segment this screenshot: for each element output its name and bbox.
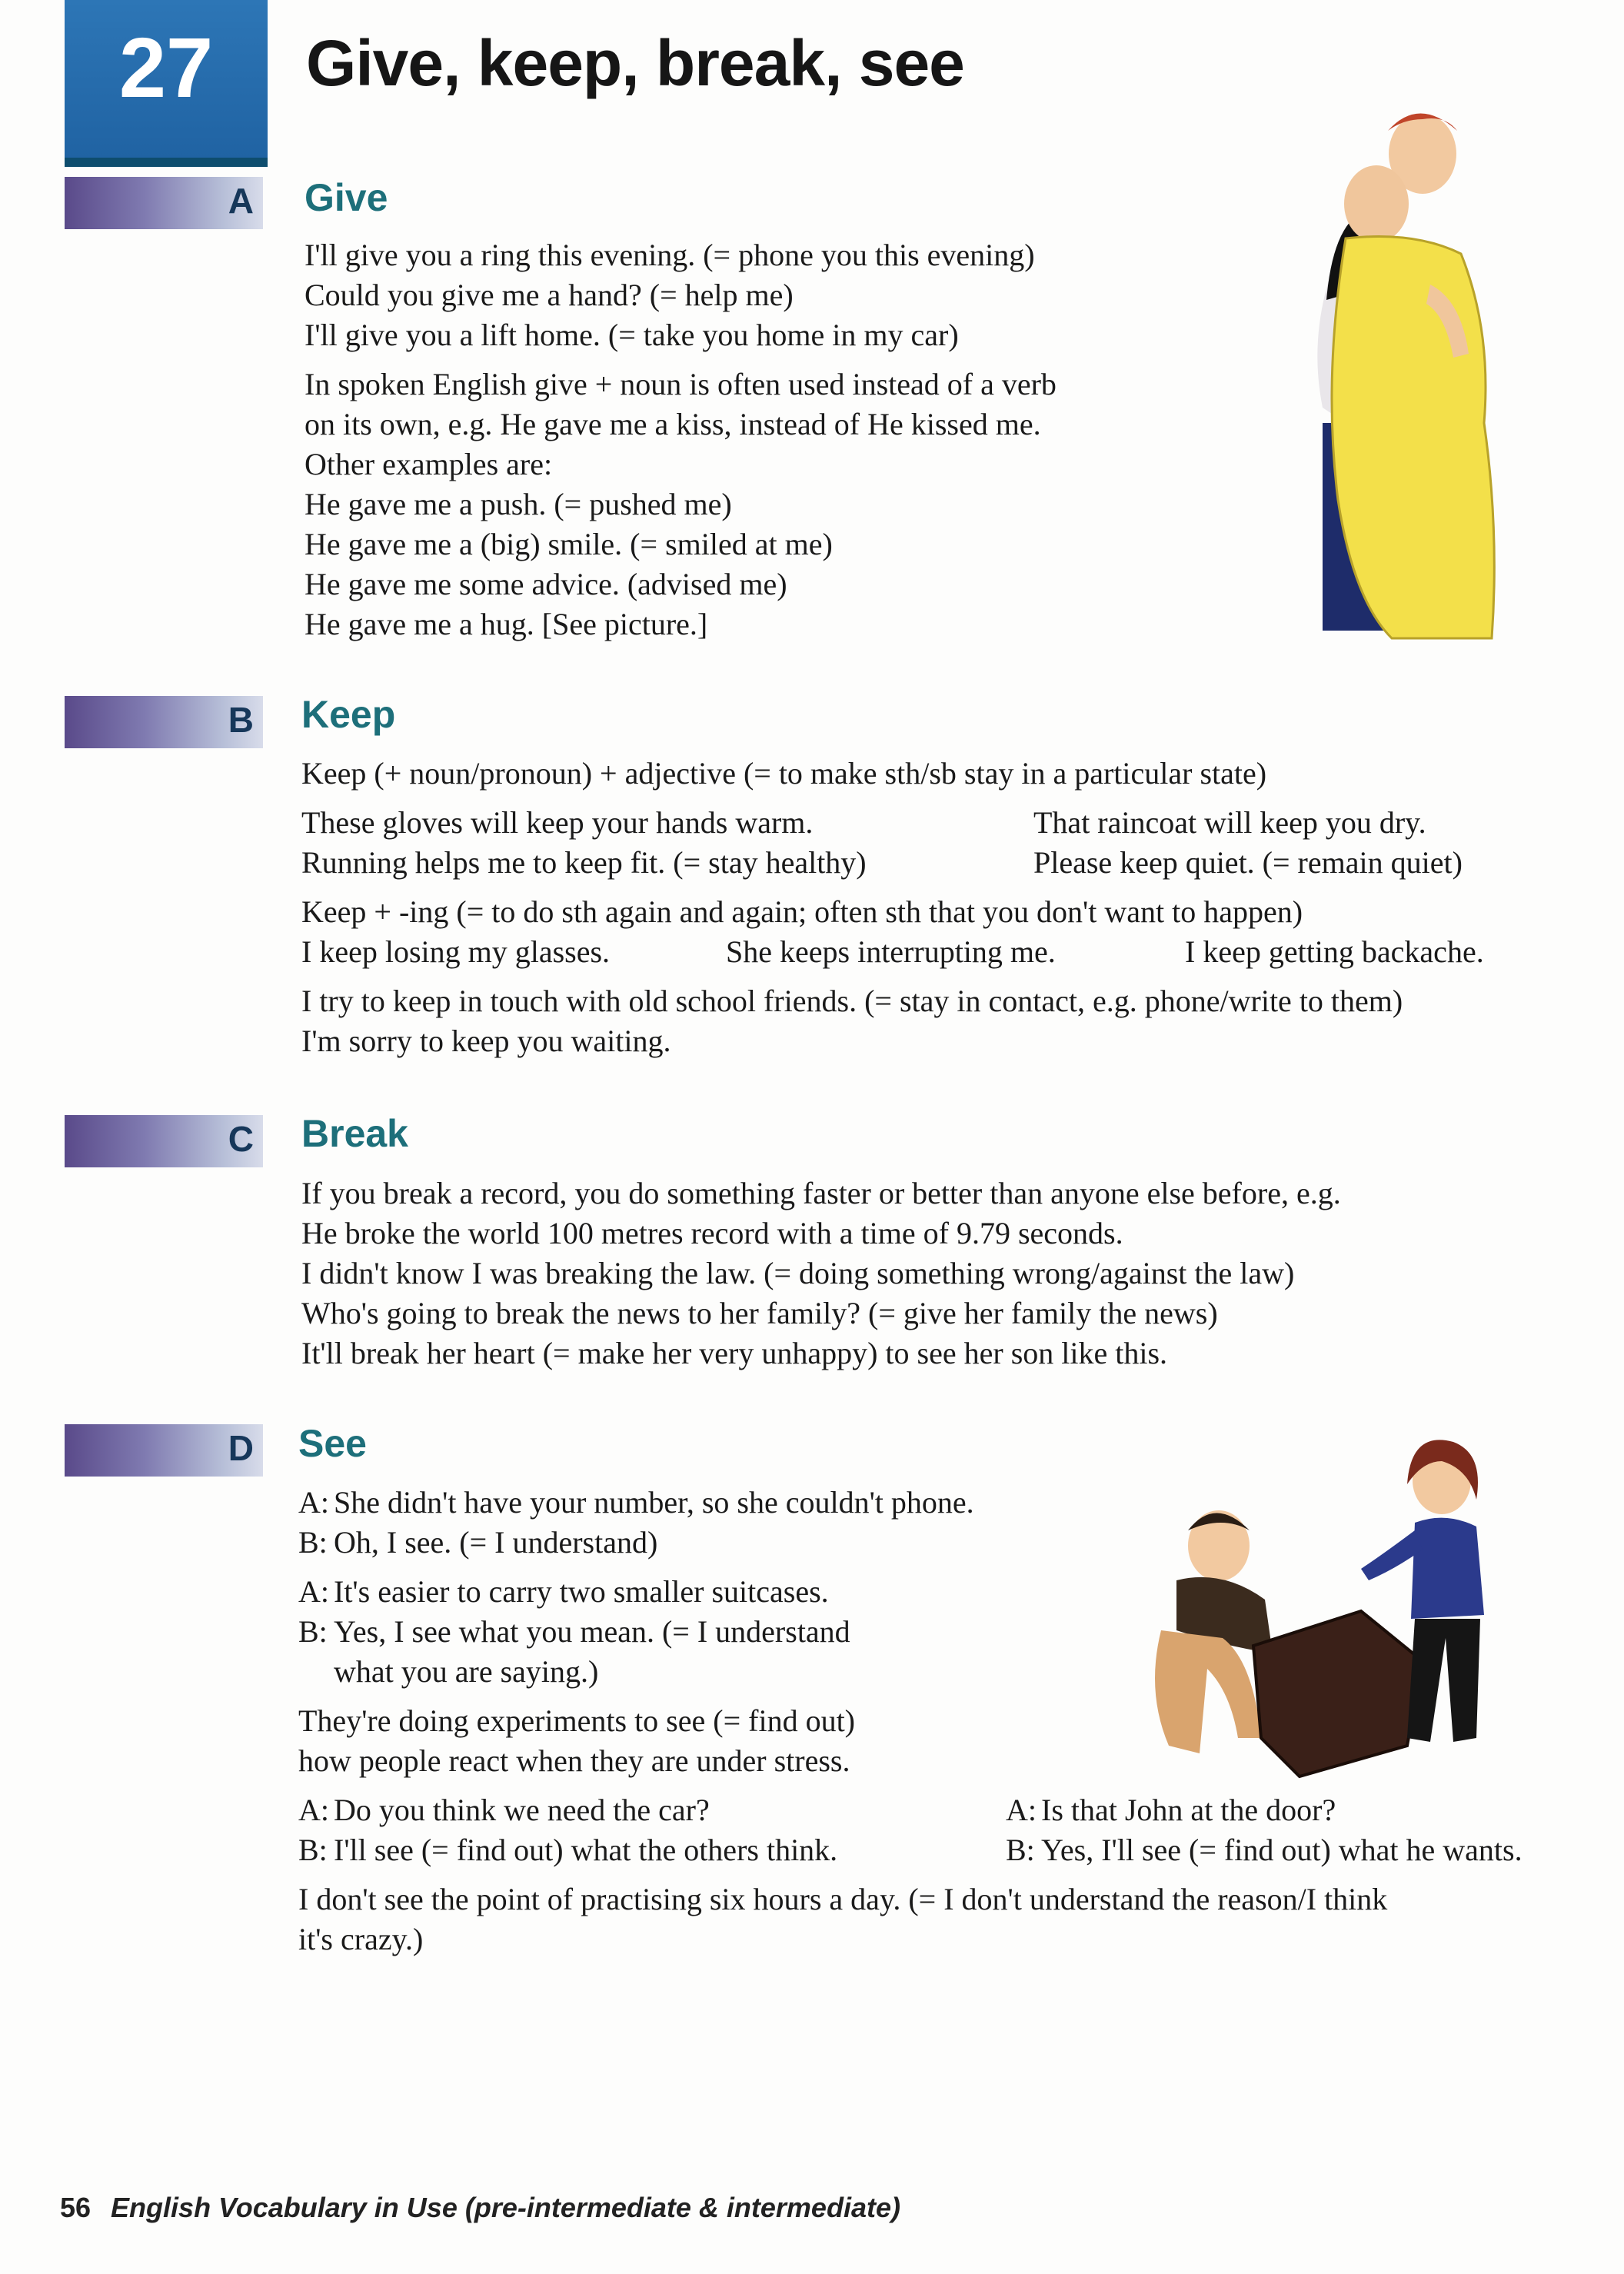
text-line: I'll give you a ring this evening. (= phone you this evening)	[304, 238, 1035, 272]
woman-dress	[1332, 237, 1494, 639]
speaker-label: A:	[298, 1485, 329, 1520]
woman-trousers	[1407, 1619, 1480, 1742]
speaker-label: A:	[298, 1793, 329, 1827]
keep-ing-examples	[301, 932, 1484, 972]
dialogue-text: Yes, I'll see (= find out) what he wants.	[1041, 1833, 1522, 1867]
text-line: In spoken English give + noun is often used instead of a verb	[304, 367, 1057, 401]
text-line: I didn't know I was breaking the law. (= doing something wrong/against the law)	[301, 1256, 1295, 1290]
dialogue-text: It's easier to carry two smaller suitcases.	[334, 1574, 829, 1609]
text-line: Could you give me a hand? (= help me)	[304, 278, 794, 312]
dialogue-text: Is that John at the door?	[1041, 1793, 1336, 1827]
dialogue-line	[1006, 1830, 1522, 1870]
speaker-label: B:	[1006, 1833, 1035, 1867]
section-heading-a: Give	[304, 176, 388, 219]
text-line: If you break a record, you do something faster or better than anyone else before, e.g.	[301, 1176, 1341, 1210]
dialogue-text: Yes, I see what you mean. (= I understand	[334, 1614, 850, 1649]
text-line: I try to keep in touch with old school friends. (= stay in contact, e.g. phone/write to them)	[301, 984, 1403, 1018]
text-line: Other examples are:	[304, 447, 553, 481]
page-number: 56	[60, 2192, 92, 2223]
section-letter-c: C	[228, 1119, 254, 1159]
text-line: He gave me a hug. [See picture.]	[304, 607, 708, 641]
unit-number: 27	[118, 21, 214, 115]
suitcase-illustration	[1130, 1415, 1561, 1784]
text-line: I keep getting backache.	[1185, 934, 1484, 969]
section-bar-d	[65, 1424, 263, 1477]
speaker-label: A:	[298, 1574, 329, 1609]
woman-head	[1344, 165, 1409, 242]
dialogue-line	[298, 1830, 1006, 1870]
hug-illustration	[1261, 100, 1522, 646]
dialogue-line	[298, 1790, 1006, 1830]
text-line: These gloves will keep your hands warm.	[301, 805, 814, 840]
see-dialogues	[298, 1790, 1522, 1870]
text-line: it's crazy.)	[298, 1922, 424, 1956]
text-line: They're doing experiments to see (= find out)	[298, 1703, 856, 1738]
speaker-label: A:	[1006, 1793, 1037, 1827]
text-line: how people react when they are under stress.	[298, 1743, 850, 1778]
section-letter-b: B	[228, 700, 254, 740]
section-heading-c: Break	[301, 1112, 408, 1155]
text-line: Please keep quiet. (= remain quiet)	[1033, 845, 1463, 880]
man-trousers	[1155, 1630, 1261, 1753]
text-line: I'm sorry to keep you waiting.	[301, 1024, 671, 1058]
keep-adjective-examples	[301, 803, 1484, 883]
speaker-label: B:	[298, 1614, 328, 1649]
text-line: Keep (+ noun/pronoun) + adjective (= to make sth/sb stay in a particular state)	[301, 756, 1267, 791]
section-b-body	[301, 754, 1484, 1061]
text-line: She keeps interrupting me.	[726, 934, 1056, 969]
text-line: That raincoat will keep you dry.	[1033, 805, 1426, 840]
text-line: He broke the world 100 metres record with a time of 9.79 seconds.	[301, 1216, 1123, 1250]
unit-title: Give, keep, break, see	[306, 27, 964, 99]
section-bar-a	[65, 177, 263, 229]
text-line: He gave me a push. (= pushed me)	[304, 487, 732, 521]
text-line: I keep losing my glasses.	[301, 934, 611, 969]
suitcase	[1253, 1611, 1423, 1776]
section-bar-c	[65, 1115, 263, 1167]
text-line: on its own, e.g. He gave me a kiss, instead of He kissed me.	[304, 407, 1041, 441]
section-letter-a: A	[228, 181, 254, 221]
text-line: I'll give you a lift home. (= take you home in my car)	[304, 318, 959, 352]
text-line: He gave me some advice. (advised me)	[304, 567, 787, 601]
woman-top	[1411, 1518, 1484, 1619]
section-c-body	[301, 1174, 1341, 1373]
dialogue-text: Oh, I see. (= I understand)	[334, 1525, 658, 1560]
section-bar-b	[65, 696, 263, 748]
dialogue-line	[1006, 1790, 1522, 1830]
dialogue-continuation: what you are saying.)	[334, 1654, 599, 1689]
unit-number-box	[65, 0, 268, 167]
text-line: Running helps me to keep fit. (= stay healthy)	[301, 845, 867, 880]
section-heading-b: Keep	[301, 693, 396, 736]
text-line: Keep + -ing (= to do sth again and again; often sth that you don't want to happen)	[301, 894, 1303, 929]
speaker-label: B:	[298, 1833, 328, 1867]
dialogue-text: I'll see (= find out) what the others think.	[334, 1833, 838, 1867]
section-heading-d: See	[298, 1422, 367, 1465]
text-line: He gave me a (big) smile. (= smiled at me)	[304, 527, 833, 561]
section-a-body	[304, 235, 1057, 644]
section-letter-d: D	[228, 1428, 254, 1468]
text-line: Who's going to break the news to her family? (= give her family the news)	[301, 1296, 1218, 1330]
book-title: English Vocabulary in Use (pre-intermediate & intermediate)	[111, 2192, 900, 2223]
dialogue-text: She didn't have your number, so she couldn't phone.	[334, 1485, 974, 1520]
text-line: It'll break her heart (= make her very unhappy) to see her son like this.	[301, 1336, 1168, 1370]
dialogue-text: Do you think we need the car?	[334, 1793, 710, 1827]
page-footer	[60, 2192, 900, 2224]
text-line: I don't see the point of practising six hours a day. (= I don't understand the reason/I think	[298, 1882, 1388, 1916]
speaker-label: B:	[298, 1525, 328, 1560]
